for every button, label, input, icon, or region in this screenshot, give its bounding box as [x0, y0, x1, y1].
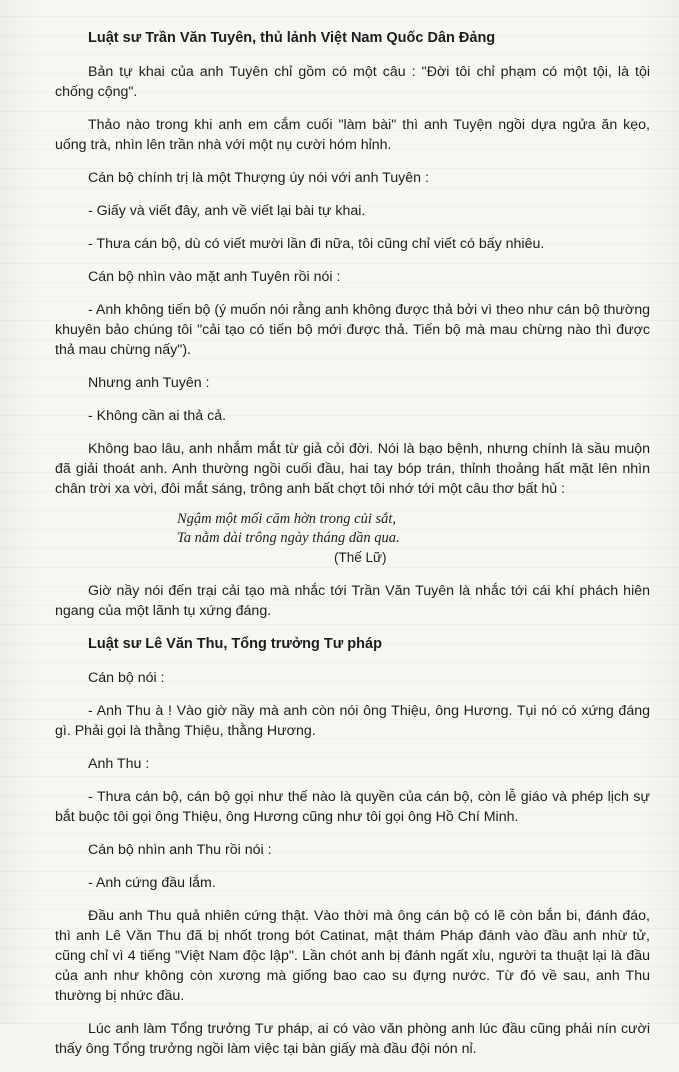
paragraph: Bản tự khai của anh Tuyên chỉ gồm có một câu : "Đời tôi chỉ phạm có một tội, là tội chống cộng".	[55, 64, 650, 100]
paragraph: Thảo nào trong khi anh em cắm cuối "làm bài" thì anh Tuyện ngồi dựa ngửa ăn kẹo, uống trà, nhìn lên trần nhà với một nụ cười hóm hỉnh.	[55, 117, 650, 153]
paragraph: - Thưa cán bộ, cán bộ gọi như thế nào là quyền của cán bộ, còn lễ giáo và phép lịch sự bắt buộc tôi gọi ông Thiệu, ông Hương cũng như tôi gọi ông Hồ Chí Minh.	[55, 789, 650, 825]
paragraph: Cán bộ nhìn vào mặt anh Tuyên rồi nói :	[88, 269, 341, 285]
paragraph: Cán bộ nói :	[88, 670, 165, 686]
paragraph: Anh Thu :	[88, 756, 150, 772]
section-heading-tuyen: Luật sư Trần Văn Tuyên, thủ lảnh Việt Nam Quốc Dân Đảng	[88, 30, 496, 46]
paragraph: - Giấy và viết đây, anh về viết lại bài tự khai.	[88, 203, 366, 219]
paragraph: Lúc anh làm Tổng trưởng Tư pháp, ai có vào văn phòng anh lúc đầu cũng phải nín cười thấy ông Tổng trưởng ngồi làm việc tại bàn giấy mà đầu đội nón nỉ.	[55, 1021, 650, 1057]
paragraph: Cán bộ chính trị là một Thượng úy nói với anh Tuyên :	[88, 170, 429, 186]
paragraph: Đầu anh Thu quả nhiên cứng thật. Vào thời mà ông cán bộ có lẽ còn bắn bi, đánh đáo, thì anh Lê Văn Thu đã bị nhốt trong bót Catinat, mật thám Pháp đánh vào đầu anh nhừ tử, cũng chỉ vì 4 tiếng "Việt Nam độc lập". Lần chót anh bị đánh ngất xỉu, người ta thuật lại là đầu của anh như không còn xương mà giống bao cao su đựng nước. Từ đó về sau, anh Thu thường bị nhức đầu.	[55, 908, 650, 1004]
page-content	[55, 28, 650, 1072]
paragraph: - Thưa cán bộ, dù có viết mười lần đi nữa, tôi cũng chỉ viết có bấy nhiêu.	[88, 236, 545, 252]
section-heading-thu: Luật sư Lê Văn Thu, Tổng trưởng Tư pháp	[88, 636, 382, 652]
poem-line: Ta nằm dài trông ngày tháng dần qua.	[177, 530, 400, 546]
paragraph: Cán bộ nhìn anh Thu rồi nói :	[88, 842, 272, 858]
poem-line: Ngậm một mối căm hờn trong củi sắt,	[177, 511, 397, 527]
paragraph: - Không cần ai thả cả.	[88, 408, 227, 424]
paragraph: Nhưng anh Tuyên :	[88, 375, 210, 391]
paragraph: Không bao lâu, anh nhắm mắt từ giả cỏi đời. Nói là bạo bệnh, nhưng chính là sầu muộn đã giải thoát anh. Anh thường ngồi cuối đầu, hai tay bóp trán, thỉnh thoảng hất mặt lên nhìn chân trời xa vời, đôi mắt sáng, trông anh bất chợt tôi nhớ tới một câu thơ bất hủ :	[55, 441, 650, 497]
paragraph: - Anh cứng đầu lắm.	[88, 875, 216, 891]
paragraph: - Anh Thu à ! Vào giờ nầy mà anh còn nói ông Thiệu, ông Hương. Tụi nó có xứng đáng gì. Phải gọi là thằng Thiệu, thằng Hương.	[55, 703, 650, 739]
poem-quote	[55, 510, 650, 567]
poem-author: (Thế Lữ)	[334, 550, 387, 565]
paragraph: - Anh không tiến bộ (ý muốn nói rằng anh không được thả bởi vì theo như cán bộ thường khuyên bảo chúng tôi "cải tạo có tiến bộ mới được thả. Tiến bộ mà mau chừng nào thì được thả mau chừng nấy").	[55, 302, 650, 358]
paragraph: Giờ nầy nói đến trại cải tạo mà nhắc tới Trần Văn Tuyên là nhắc tới cái khí phách hiên ngang của một lãnh tụ xứng đáng.	[55, 583, 650, 619]
